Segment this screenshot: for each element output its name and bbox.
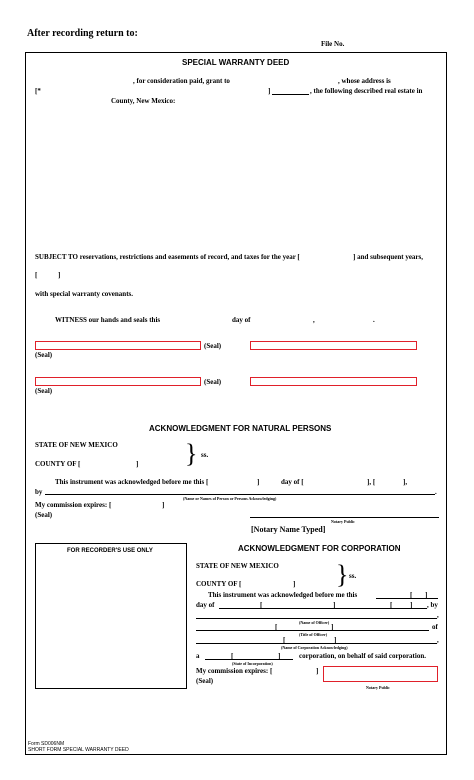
ack-natural-county: COUNTY OF [ [35,460,81,468]
ack-corp-name-officer: (Name of Officer) [299,620,330,625]
ack-natural-ss: ss. [201,451,209,459]
ack-corp-corp-bracket-close: ] [334,636,337,644]
seal-label-4: (Seal) [35,387,53,395]
ack-corp-of: of [432,623,438,631]
ack-corp-title-line [196,630,429,631]
signature-field-3[interactable] [35,377,201,386]
subject-to-text: SUBJECT TO reservations, restrictions and easements of record, and taxes for the year [ [35,253,300,261]
ack-natural-notary-public: Notary Public [331,519,355,524]
ack-natural-day-of: day of [ [281,478,304,486]
ack-corp-corp-text: corporation, on behalf of said corporation. [299,652,426,660]
ack-corp-a: a [196,652,200,660]
ack-corp-corp-line [196,643,437,644]
ack-corp-title-officer: (Title of Officer) [299,632,328,637]
ack-natural-by: by [35,488,43,496]
grantee-bracket[interactable]: ] [268,87,271,95]
county-text: County, New Mexico: [111,97,176,105]
ack-natural-notary-name-typed: [Notary Name Typed] [251,525,326,534]
ack-corp-corp-comma: , [437,636,439,644]
ack-natural-instr-close: ] [257,478,260,486]
deed-title: SPECIAL WARRANTY DEED [182,58,290,67]
ack-corp-corp-bracket: [ [283,636,286,644]
ack-corp-day-of: day of [196,601,215,609]
ack-natural-commission-close: ] [162,501,165,509]
period-text: . [373,316,375,324]
ack-natural-state: STATE OF NEW MEXICO [35,441,118,449]
ack-corp-ss: ss. [349,572,357,580]
ack-corp-year-bracket-close: ] [410,601,413,609]
ack-corp-county-close: ] [293,580,296,588]
seal-label-3: (Seal) [204,378,222,386]
signature-field-4[interactable] [250,377,417,386]
ack-corp-year-bracket: [ [390,601,393,609]
ack-natural-by-line [45,494,435,495]
ack-corp-state-bracket: [ [231,652,234,660]
ack-corp-officer-comma: , [437,611,439,619]
ack-corp-seal: (Seal) [196,677,214,685]
ack-corp-officer-line [196,618,437,619]
day-of-text: day of [232,316,251,324]
ack-natural-by-caption: (Name or Names of Person or Persons Acknowledging) [183,496,277,501]
ack-corp-date-line [376,598,438,599]
grantor-bracket: [* [35,87,41,95]
blank-open: [ [35,271,38,279]
ack-corp-by: , by [427,601,438,609]
subject-end-text: ] and subsequent years, [353,253,424,261]
comma-text: , [313,316,315,324]
ack-corp-brace: } [336,560,349,589]
signature-field-2[interactable] [250,341,417,350]
footer-form-title: SHORT FORM SPECIAL WARRANTY DEED [28,747,129,753]
ack-natural-by-period: . [435,488,437,496]
ack-corp-date-bracket: [ [410,591,413,599]
ack-corp-title: ACKNOWLEDGMENT FOR CORPORATION [238,544,401,553]
ack-corp-title-bracket: [ [275,623,278,631]
file-no-label: File No. [321,40,345,48]
ack-corp-commission-close: ] [316,667,319,675]
grant-text: , for consideration paid, grant to [133,77,230,85]
ack-natural-county-close: ] [136,460,139,468]
ack-corp-date-bracket-close: ] [425,591,428,599]
return-to-label: After recording return to: [27,28,138,39]
recorder-box [35,543,187,689]
ack-corp-day-bracket-close: ] [333,601,336,609]
ack-corp-notary-signature-field[interactable] [323,666,438,682]
ack-corp-state: STATE OF NEW MEXICO [196,562,279,570]
ack-corp-state-inc: (State of Incorporation) [232,661,273,666]
ack-corp-commission: My commission expires: [ [196,667,273,675]
ack-natural-notary-line [250,517,439,518]
ack-corp-name-corp: (Name of Corporation Acknowledging) [281,645,348,650]
ack-corp-day-line [219,608,427,609]
ack-natural-year-close: ], [403,478,408,486]
seal-label-2: (Seal) [35,351,53,359]
grantee-underline [272,94,309,95]
ack-natural-day-close: ], [ [367,478,376,486]
witness-text: WITNESS our hands and seals this [55,316,161,324]
ack-corp-title-bracket-close: ] [331,623,334,631]
ack-natural-seal: (Seal) [35,511,53,519]
footer-form-no: Form SD006NM [28,741,65,747]
seal-label-1: (Seal) [204,342,222,350]
legal-text: , the following described real estate in [310,87,423,95]
ack-corp-state-bracket-close: ] [278,652,281,660]
ack-corp-notary-public: Notary Public [366,685,390,690]
ack-natural-instrument: This instrument was acknowledged before me this [ [55,478,209,486]
signature-field-1[interactable] [35,341,201,350]
ack-corp-day-bracket: [ [260,601,263,609]
covenants-text: with special warranty covenants. [35,290,133,298]
ack-natural-commission: My commission expires: [ [35,501,112,509]
address-text: , whose address is [338,77,391,85]
ack-corp-county: COUNTY OF [ [196,580,242,588]
ack-natural-brace: } [185,439,198,468]
ack-natural-title: ACKNOWLEDGMENT FOR NATURAL PERSONS [149,424,332,433]
ack-corp-instrument: This instrument was acknowledged before me this [208,591,358,599]
blank-close: ] [58,271,61,279]
recorder-label: FOR RECORDER'S USE ONLY [67,548,153,554]
